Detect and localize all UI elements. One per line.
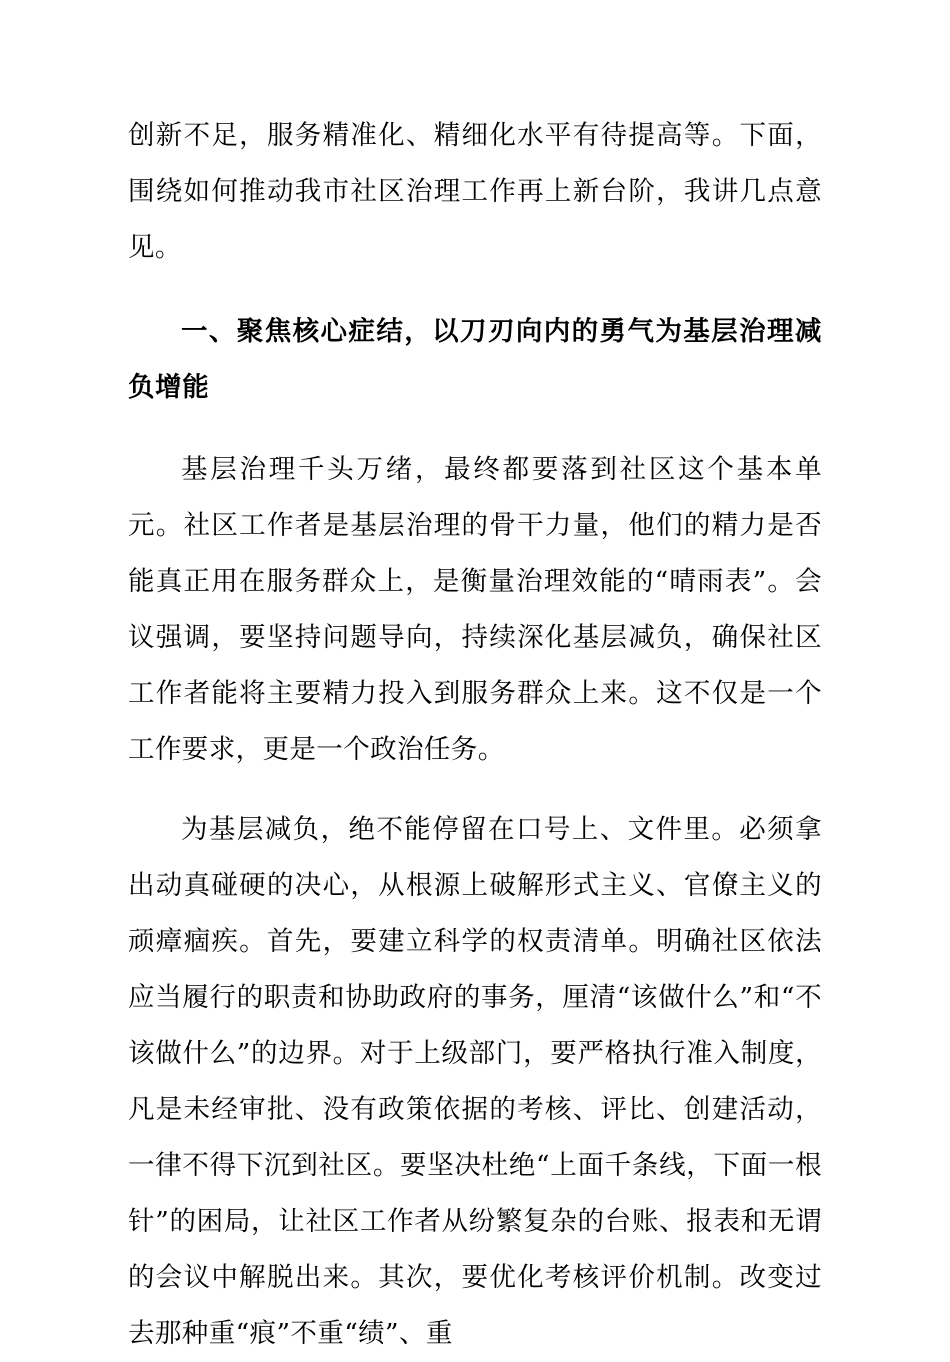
section-heading-one: 一、聚焦核心症结，以刀刃向内的勇气为基层治理减负增能 xyxy=(128,316,822,403)
paragraph-continued: 创新不足，服务精准化、精细化水平有待提高等。下面，围绕如何推动我市社区治理工作再上新台阶，我讲几点意见。 xyxy=(128,120,822,263)
paragraph-grassroots-governance: 基层治理千头万绪，最终都要落到社区这个基本单元。社区工作者是基层治理的骨干力量，他们的精力是否能真正用在服务群众上，是衡量治理效能的“晴雨表”。会议强调，要坚持问题导向，持续深化基层减负，确保社区工作者能将主要精力投入到服务群众上来。这不仅是一个工作要求，更是一个政治任务。 xyxy=(128,454,822,765)
paragraph-burden-reduction: 为基层减负，绝不能停留在口号上、文件里。必须拿出动真碰硬的决心，从根源上破解形式主义、官僚主义的顽瘴痼疾。首先，要建立科学的权责清单。明确社区依法应当履行的职责和协助政府的事务，厘清“该做什么”和“不该做什么”的边界。对于上级部门，要严格执行准入制度，凡是未经审批、没有政策依据的考核、评比、创建活动，一律不得下沉到社区。要坚决杜绝“上面千条线，下面一根针”的困局，让社区工作者从纷繁复杂的台账、报表和无谓的会议中解脱出来。其次，要优化考核评价机制。改变过去那种重“痕”不重“绩”、重 xyxy=(128,814,822,1349)
document-body xyxy=(128,108,822,1362)
